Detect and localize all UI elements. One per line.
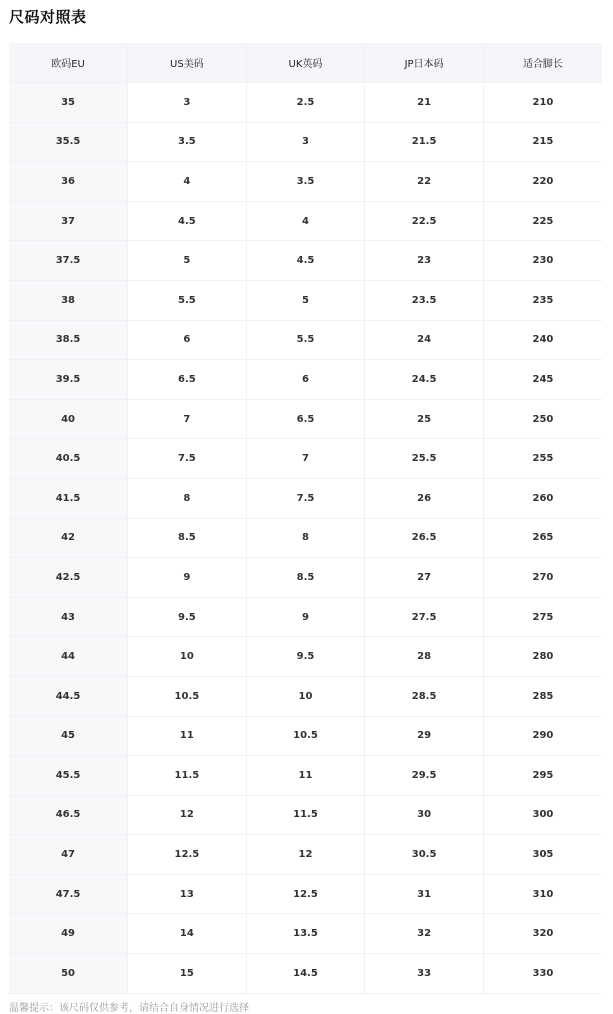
cell-us: 11 xyxy=(128,716,247,756)
cell-jp: 22 xyxy=(365,162,484,202)
cell-uk: 4 xyxy=(246,201,365,241)
cell-uk: 9 xyxy=(246,597,365,637)
table-body xyxy=(9,83,602,994)
cell-eu: 42.5 xyxy=(9,558,128,598)
cell-foot-length: 235 xyxy=(483,280,602,320)
cell-us: 10.5 xyxy=(128,676,247,716)
table-row xyxy=(9,83,602,123)
cell-us: 14 xyxy=(128,914,247,954)
cell-us: 9.5 xyxy=(128,597,247,637)
cell-eu: 41.5 xyxy=(9,478,128,518)
table-row xyxy=(9,874,602,914)
column-header-eu: 欧码EU xyxy=(9,43,128,83)
cell-foot-length: 275 xyxy=(483,597,602,637)
cell-us: 12.5 xyxy=(128,835,247,875)
cell-us: 7 xyxy=(128,399,247,439)
table-row xyxy=(9,756,602,796)
cell-eu: 47 xyxy=(9,835,128,875)
cell-foot-length: 255 xyxy=(483,439,602,479)
page-title: 尺码对照表 xyxy=(9,8,87,26)
cell-foot-length: 330 xyxy=(483,954,602,994)
cell-eu: 40 xyxy=(9,399,128,439)
table-row xyxy=(9,439,602,479)
table-row xyxy=(9,914,602,954)
cell-us: 13 xyxy=(128,874,247,914)
cell-uk: 3.5 xyxy=(246,162,365,202)
cell-uk: 11.5 xyxy=(246,795,365,835)
footnote: 温馨提示：该尺码仅供参考，请结合自身情况进行选择 xyxy=(9,1003,249,1014)
cell-uk: 11 xyxy=(246,756,365,796)
cell-uk: 8.5 xyxy=(246,558,365,598)
cell-foot-length: 295 xyxy=(483,756,602,796)
cell-uk: 10.5 xyxy=(246,716,365,756)
cell-foot-length: 305 xyxy=(483,835,602,875)
cell-us: 4 xyxy=(128,162,247,202)
cell-foot-length: 215 xyxy=(483,122,602,162)
cell-foot-length: 260 xyxy=(483,478,602,518)
cell-foot-length: 270 xyxy=(483,558,602,598)
table-row xyxy=(9,954,602,994)
cell-uk: 4.5 xyxy=(246,241,365,281)
cell-jp: 29 xyxy=(365,716,484,756)
table-row xyxy=(9,201,602,241)
table-row xyxy=(9,320,602,360)
cell-jp: 27.5 xyxy=(365,597,484,637)
cell-eu: 39.5 xyxy=(9,360,128,400)
cell-eu: 38.5 xyxy=(9,320,128,360)
cell-us: 9 xyxy=(128,558,247,598)
cell-us: 11.5 xyxy=(128,756,247,796)
cell-jp: 21.5 xyxy=(365,122,484,162)
cell-jp: 30.5 xyxy=(365,835,484,875)
table-row xyxy=(9,162,602,202)
cell-eu: 44 xyxy=(9,637,128,677)
cell-us: 8 xyxy=(128,478,247,518)
cell-us: 7.5 xyxy=(128,439,247,479)
cell-jp: 25 xyxy=(365,399,484,439)
table-row xyxy=(9,122,602,162)
cell-foot-length: 285 xyxy=(483,676,602,716)
table-row xyxy=(9,835,602,875)
cell-jp: 29.5 xyxy=(365,756,484,796)
cell-jp: 33 xyxy=(365,954,484,994)
cell-foot-length: 290 xyxy=(483,716,602,756)
cell-foot-length: 240 xyxy=(483,320,602,360)
cell-eu: 35.5 xyxy=(9,122,128,162)
cell-foot-length: 280 xyxy=(483,637,602,677)
cell-foot-length: 210 xyxy=(483,83,602,123)
column-header-us: US美码 xyxy=(128,43,247,83)
cell-eu: 45.5 xyxy=(9,756,128,796)
cell-eu: 37 xyxy=(9,201,128,241)
cell-jp: 25.5 xyxy=(365,439,484,479)
cell-uk: 6.5 xyxy=(246,399,365,439)
cell-eu: 36 xyxy=(9,162,128,202)
cell-eu: 49 xyxy=(9,914,128,954)
cell-jp: 22.5 xyxy=(365,201,484,241)
cell-eu: 44.5 xyxy=(9,676,128,716)
cell-jp: 32 xyxy=(365,914,484,954)
cell-eu: 42 xyxy=(9,518,128,558)
cell-foot-length: 230 xyxy=(483,241,602,281)
table-row xyxy=(9,637,602,677)
cell-us: 10 xyxy=(128,637,247,677)
table-row xyxy=(9,558,602,598)
cell-uk: 10 xyxy=(246,676,365,716)
cell-jp: 31 xyxy=(365,874,484,914)
cell-us: 3.5 xyxy=(128,122,247,162)
table-row xyxy=(9,716,602,756)
cell-eu: 38 xyxy=(9,280,128,320)
cell-us: 6 xyxy=(128,320,247,360)
cell-us: 8.5 xyxy=(128,518,247,558)
cell-uk: 6 xyxy=(246,360,365,400)
cell-jp: 21 xyxy=(365,83,484,123)
cell-jp: 26.5 xyxy=(365,518,484,558)
column-header-uk: UK英码 xyxy=(246,43,365,83)
cell-jp: 28 xyxy=(365,637,484,677)
table-row xyxy=(9,280,602,320)
cell-foot-length: 310 xyxy=(483,874,602,914)
cell-foot-length: 220 xyxy=(483,162,602,202)
table-row xyxy=(9,795,602,835)
table-row xyxy=(9,676,602,716)
cell-jp: 30 xyxy=(365,795,484,835)
cell-foot-length: 300 xyxy=(483,795,602,835)
cell-uk: 5.5 xyxy=(246,320,365,360)
cell-jp: 24 xyxy=(365,320,484,360)
cell-jp: 24.5 xyxy=(365,360,484,400)
cell-us: 5.5 xyxy=(128,280,247,320)
column-header-jp: JP日本码 xyxy=(365,43,484,83)
cell-us: 3 xyxy=(128,83,247,123)
cell-eu: 35 xyxy=(9,83,128,123)
cell-eu: 46.5 xyxy=(9,795,128,835)
cell-us: 12 xyxy=(128,795,247,835)
cell-foot-length: 320 xyxy=(483,914,602,954)
table-row xyxy=(9,399,602,439)
cell-eu: 40.5 xyxy=(9,439,128,479)
cell-jp: 23 xyxy=(365,241,484,281)
cell-uk: 5 xyxy=(246,280,365,320)
table-row xyxy=(9,360,602,400)
cell-uk: 8 xyxy=(246,518,365,558)
cell-us: 15 xyxy=(128,954,247,994)
table-row xyxy=(9,597,602,637)
cell-eu: 43 xyxy=(9,597,128,637)
cell-us: 4.5 xyxy=(128,201,247,241)
cell-foot-length: 245 xyxy=(483,360,602,400)
cell-eu: 45 xyxy=(9,716,128,756)
cell-us: 5 xyxy=(128,241,247,281)
table-row xyxy=(9,518,602,558)
cell-eu: 47.5 xyxy=(9,874,128,914)
cell-uk: 7.5 xyxy=(246,478,365,518)
table-header-row xyxy=(9,43,602,83)
cell-foot-length: 250 xyxy=(483,399,602,439)
cell-eu: 50 xyxy=(9,954,128,994)
cell-uk: 2.5 xyxy=(246,83,365,123)
cell-jp: 23.5 xyxy=(365,280,484,320)
table-row xyxy=(9,241,602,281)
cell-foot-length: 225 xyxy=(483,201,602,241)
cell-foot-length: 265 xyxy=(483,518,602,558)
cell-uk: 12.5 xyxy=(246,874,365,914)
cell-jp: 27 xyxy=(365,558,484,598)
cell-uk: 12 xyxy=(246,835,365,875)
cell-uk: 13.5 xyxy=(246,914,365,954)
size-chart-table xyxy=(9,43,602,994)
cell-uk: 7 xyxy=(246,439,365,479)
table-row xyxy=(9,478,602,518)
column-header-foot-length: 适合脚长 xyxy=(483,43,602,83)
cell-eu: 37.5 xyxy=(9,241,128,281)
cell-us: 6.5 xyxy=(128,360,247,400)
cell-uk: 3 xyxy=(246,122,365,162)
cell-jp: 28.5 xyxy=(365,676,484,716)
cell-uk: 14.5 xyxy=(246,954,365,994)
cell-jp: 26 xyxy=(365,478,484,518)
cell-uk: 9.5 xyxy=(246,637,365,677)
